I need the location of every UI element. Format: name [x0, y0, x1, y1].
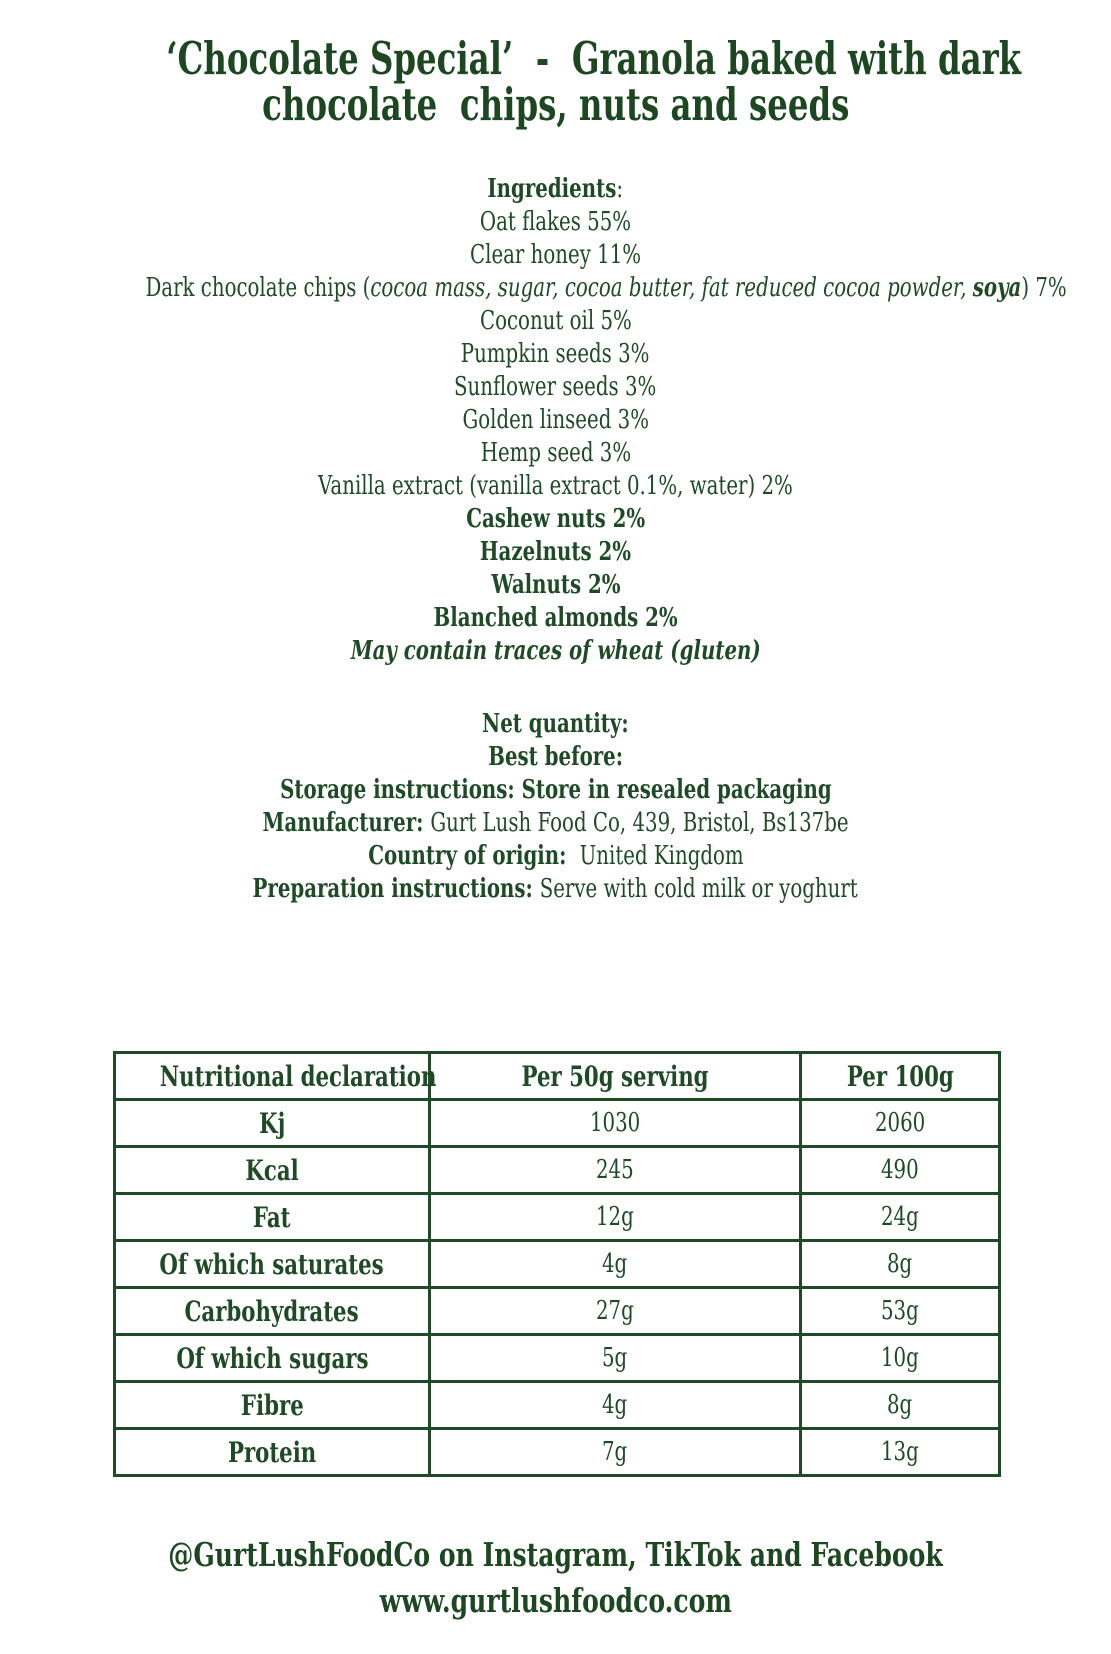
ingredient-coconut-oil: Coconut oil 5% — [479, 306, 632, 336]
value-per-100g: 53g — [801, 1288, 1000, 1335]
col-nutrient-header: Nutritional declaration — [115, 1053, 430, 1100]
value-per-50g: 12g — [430, 1194, 801, 1241]
value-per-100g: 8g — [801, 1382, 1000, 1429]
page-title — [0, 32, 1111, 131]
manufacturer-line: Manufacturer: Gurt Lush Food Co, 439, Bristol, Bs137be — [262, 808, 849, 838]
row-label: Fat — [115, 1194, 430, 1241]
ingredient-clear-honey: Clear honey 11% — [469, 240, 642, 270]
nutrition-table — [113, 1051, 1001, 1477]
value-per-50g: 5g — [430, 1335, 801, 1382]
nutrition-row-sugars — [115, 1335, 1000, 1382]
value-per-100g: 8g — [801, 1241, 1000, 1288]
row-label: Carbohydrates — [115, 1288, 430, 1335]
ingredient-hazelnuts: Hazelnuts 2% — [479, 537, 632, 567]
col-per-50g-header: Per 50g serving — [430, 1053, 801, 1100]
value-per-50g: 1030 — [430, 1100, 801, 1147]
ingredient-blanched-almonds: Blanched almonds 2% — [433, 603, 678, 633]
value-per-50g: 245 — [430, 1147, 801, 1194]
country-of-origin-line: Country of origin: United Kingdom — [367, 841, 744, 871]
value-per-100g: 13g — [801, 1429, 1000, 1476]
ingredient-golden-linseed: Golden linseed 3% — [462, 405, 649, 435]
page-title-line-2: chocolate chips, nuts and seeds — [261, 78, 850, 131]
value-per-50g: 4g — [430, 1382, 801, 1429]
value-per-50g: 27g — [430, 1288, 801, 1335]
nutrition-row-kj — [115, 1100, 1000, 1147]
product-info-section — [0, 708, 1111, 906]
nutrition-row-protein — [115, 1429, 1000, 1476]
preparation-instructions-line: Preparation instructions: Serve with cold milk or yoghurt — [252, 874, 859, 904]
ingredient-oat-flakes: Oat flakes 55% — [479, 207, 632, 237]
value-per-50g: 7g — [430, 1429, 801, 1476]
storage-instructions-line: Storage instructions: Store in resealed packaging — [279, 775, 832, 805]
nutrition-header-row — [115, 1053, 1000, 1100]
value-per-100g: 24g — [801, 1194, 1000, 1241]
ingredients-section — [0, 173, 1111, 668]
footer — [0, 1532, 1111, 1624]
ingredient-vanilla-extract: Vanilla extract (vanilla extract 0.1%, water) 2% — [318, 471, 793, 501]
best-before-line: Best before: — [488, 742, 623, 772]
net-quantity-line: Net quantity: — [482, 709, 629, 739]
value-per-100g: 2060 — [801, 1100, 1000, 1147]
nutrition-row-kcal — [115, 1147, 1000, 1194]
page-title-line-1: ‘Chocolate Special’ - Granola baked with dark — [166, 32, 1022, 85]
nutrition-row-saturates — [115, 1241, 1000, 1288]
value-per-50g: 4g — [430, 1241, 801, 1288]
row-label: Kj — [115, 1100, 430, 1147]
row-label: Of which saturates — [115, 1241, 430, 1288]
nutrition-row-fibre — [115, 1382, 1000, 1429]
nutrition-row-carbohydrates — [115, 1288, 1000, 1335]
footer-website: www.gurtlushfoodco.com — [379, 1581, 732, 1620]
value-per-100g: 490 — [801, 1147, 1000, 1194]
ingredient-dark-chocolate-chips: Dark chocolate chips (cocoa mass, sugar, cocoa butter, fat reduced cocoa powder, soya) 7% — [145, 273, 1067, 303]
ingredient-hemp-seed: Hemp seed 3% — [480, 438, 631, 468]
nutrition-row-fat — [115, 1194, 1000, 1241]
ingredient-walnuts: Walnuts 2% — [490, 570, 621, 600]
ingredient-sunflower-seeds: Sunflower seeds 3% — [454, 372, 657, 402]
row-label: Kcal — [115, 1147, 430, 1194]
footer-social-handles: @GurtLushFoodCo on Instagram, TikTok and Facebook — [168, 1535, 943, 1574]
ingredient-cashew-nuts: Cashew nuts 2% — [466, 504, 645, 534]
col-per-100g-header: Per 100g — [801, 1053, 1000, 1100]
ingredients-heading: Ingredients: — [487, 174, 624, 204]
allergen-warning: May contain traces of wheat (gluten) — [350, 636, 761, 666]
ingredient-pumpkin-seeds: Pumpkin seeds 3% — [461, 339, 650, 369]
row-label: Protein — [115, 1429, 430, 1476]
row-label: Fibre — [115, 1382, 430, 1429]
value-per-100g: 10g — [801, 1335, 1000, 1382]
row-label: Of which sugars — [115, 1335, 430, 1382]
